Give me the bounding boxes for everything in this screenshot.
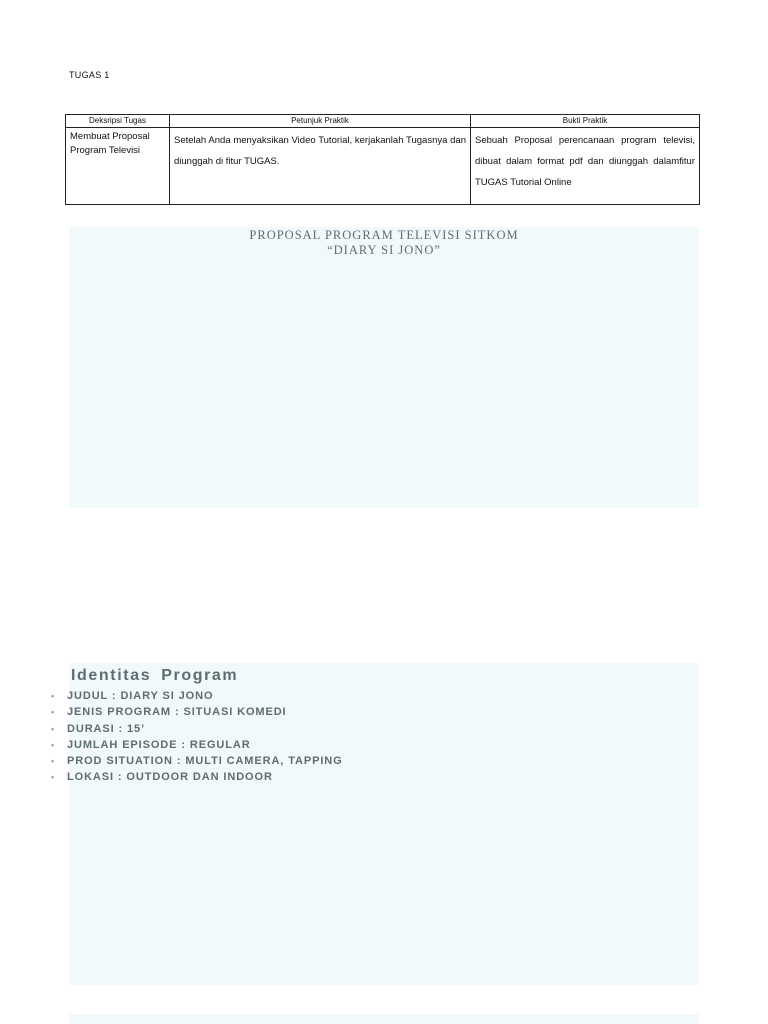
header-petunjuk: Petunjuk Praktik [170,115,471,128]
bullet-icon: • [51,691,55,701]
identity-heading: Identitas Program [71,667,239,684]
list-item [51,737,343,753]
list-item-text: LOKASI : OUTDOOR DAN INDOOR [67,771,273,784]
list-item [51,721,343,737]
header-bukti: Bukti Praktik [471,115,700,128]
task-table [65,114,700,205]
bullet-icon: • [51,739,55,750]
bullet-icon: • [51,723,55,734]
identity-list [51,688,343,786]
list-item [51,769,343,785]
list-item-text: JUMLAH EPISODE : REGULAR [67,738,251,751]
table-header-row [66,115,700,128]
bullet-icon: • [51,707,55,718]
next-slide-edge [69,1014,699,1024]
list-item [51,704,343,720]
list-item-text: DURASI : 15’ [67,722,146,735]
bullet-icon: • [51,756,55,767]
cell-petunjuk: Setelah Anda menyaksikan Video Tutorial, kerjakanlah Tugasnya dan diunggah di fitur TUGAS. [170,128,471,205]
list-item-text: PROD SITUATION : MULTI CAMERA, TAPPING [67,755,343,768]
list-item [51,753,343,769]
header-deskripsi: Deksripsi Tugas [66,115,170,128]
list-item [51,688,343,704]
cell-deskripsi: Membuat Proposal Program Televisi [66,128,170,205]
bullet-icon: • [51,772,55,783]
list-item-text: JENIS PROGRAM : SITUASI KOMEDI [67,706,287,719]
slide-title-line-1: PROPOSAL PROGRAM TELEVISI SITKOM [249,228,519,242]
cell-bukti: Sebuah Proposal perencanaan program televisi, dibuat dalam format pdf dan diunggah dalamfitur TUGAS Tutorial Online [471,128,700,205]
slide-title-line-2: “DIARY SI JONO” [327,243,441,257]
document-label: TUGAS 1 [69,70,110,80]
list-item-text: JUDUL : DIARY SI JONO [67,690,214,702]
table-row [66,128,700,205]
title-slide [69,227,699,508]
